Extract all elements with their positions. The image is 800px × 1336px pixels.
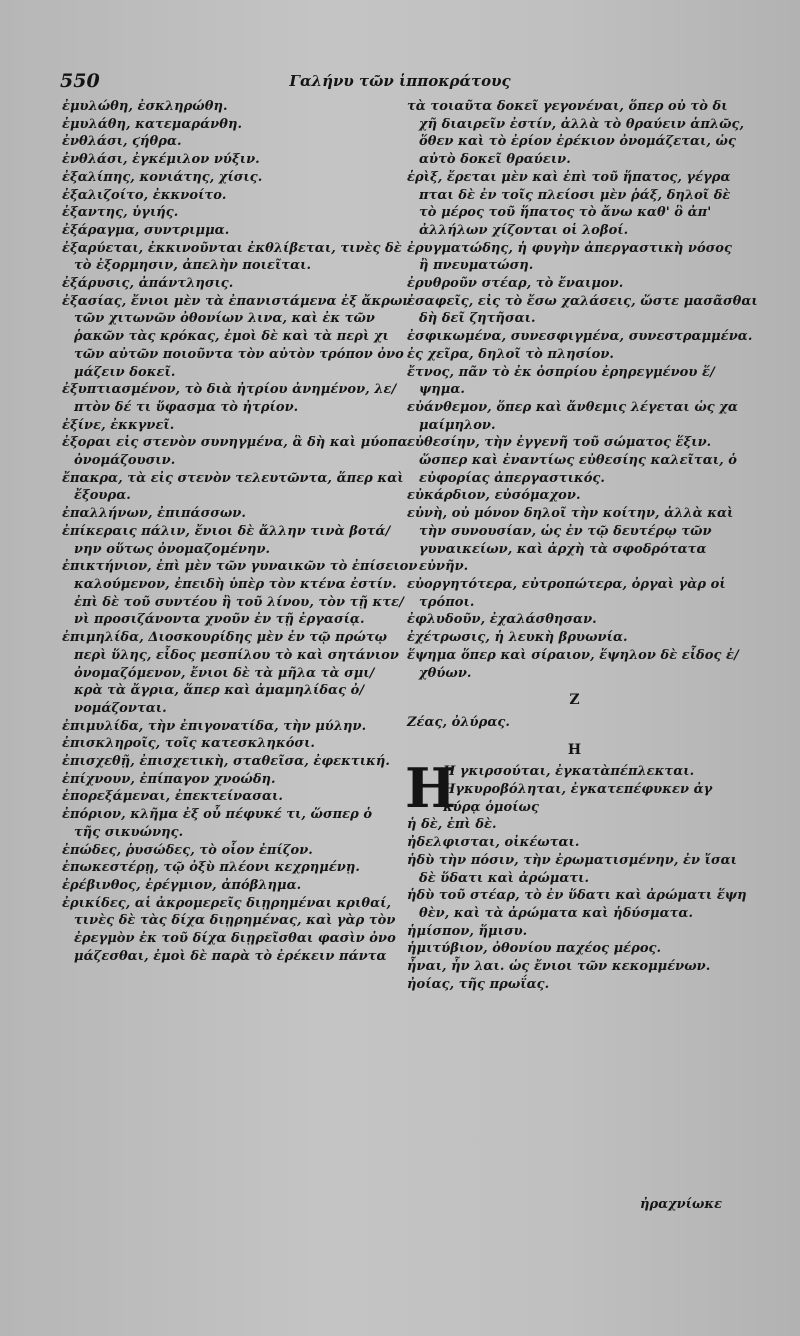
dictionary-entry <box>62 133 380 151</box>
entry-line: τὰ τοιαῦτα δοκεῖ γεγονέναι, ὅπερ οὐ τὸ δι <box>407 99 728 114</box>
entry-line: ἐξαλιζοίτο, ἐκκνοίτο. <box>62 187 227 203</box>
dictionary-entry <box>407 505 742 576</box>
entry-line: ἐξίνε, ἐκκγνεῖ. <box>62 417 175 433</box>
entry-line: ἐς χεῖρα, δηλοῖ τὸ πλησίον. <box>407 346 614 362</box>
entry-line: ἐπισχεθῇ, ἐπισχετικὴ, σταθεῖσα, ἐφεκτική. <box>62 754 390 770</box>
right-column <box>405 98 758 993</box>
entry-line: ἐρυγματώδης, ἡ φυγὴν ἀπεργαστικὴ νόσος <box>407 240 732 256</box>
entry-line: ἡδὺ τὴν πόσιν, τὴν ἐρωματισμένην, ἐν ἴσαι <box>407 852 737 868</box>
entry-line: ὥσπερ καὶ ἐναντίως εὐθεσίης καλεῖται, ὁ <box>419 453 737 469</box>
dictionary-entry <box>62 505 380 523</box>
entry-line: ἐξαλίπης, κονιάτης, χίσις. <box>62 169 263 185</box>
section-h-entries <box>407 816 747 993</box>
entry-line: μάζεσθαι, ἐμοὶ δὲ παρὰ τὸ ἐρέκειν πάντα <box>74 948 387 964</box>
entry-line: ἐξαντης, ὑγιής. <box>62 205 179 221</box>
dictionary-entry <box>62 204 380 222</box>
entry-line: χῆ διαιρεῖν ἐστίν, ἀλλὰ τὸ θραύειν ἁπλῶς, <box>419 116 745 132</box>
dictionary-entry <box>407 852 742 887</box>
dictionary-entry <box>407 328 753 346</box>
dictionary-entry <box>62 240 402 275</box>
entry-line: ἐξαρύεται, ἐκκινοῦνται ἐκθλίβεται, τινὲς δὲ <box>62 240 402 256</box>
entry-line: ἐνθλάσι, ϛήθρα. <box>62 134 182 150</box>
dictionary-entry <box>407 240 742 275</box>
entry-line: νὶ προσιζάνοντα χνοῦν ἐν τῇ ἐργασίᾳ. <box>74 612 365 628</box>
entry-line: ἔτνος, πᾶν τὸ ἐκ ὀσπρίου ἐρηρεγμένου ἕ/ <box>407 364 715 380</box>
entry-line: ἐρικίδες, αἱ ἀκρομερεῖς διῃρημέναι κριθαί, <box>62 895 392 911</box>
entry-line: ἦναι, ἧν λαι. ὡς ἔνιοι τῶν κεκομμένων. <box>407 959 711 975</box>
entry-line: ἐπωκεστέρῃ, τῷ ὀξὺ πλέονι κεχρημένῃ. <box>62 860 360 876</box>
dictionary-entry <box>407 611 742 629</box>
entry-line: ἐξοραι εἰς στενὸν συνηγμένα, ἃ δὴ καὶ μύοπα <box>62 435 408 451</box>
dictionary-entry <box>62 151 380 169</box>
dictionary-entry <box>407 976 742 994</box>
entry-line: ἐξάραγμα, συντριμμα. <box>62 222 230 238</box>
entry-line: ὀνομάζουσιν. <box>74 453 176 469</box>
entry-line: ἐξασίας, ἔνιοι μὲν τὰ ἐπανιστάμενα ἐξ ἄκρων <box>62 293 412 309</box>
entry-line: πται δὲ ἐν τοῖς πλείοσι μὲν ῥάξ, δηλοῖ δὲ <box>419 187 731 203</box>
dictionary-entry <box>62 718 380 736</box>
entry-line: μαίμηλον. <box>419 417 496 433</box>
entry-line: ἠοίας, τῆς πρωΐας. <box>407 976 550 992</box>
dictionary-entry <box>407 923 742 941</box>
entry-line: ῥακῶν τὰς κρόκας, ἐμοὶ δὲ καὶ τὰ περὶ χι <box>74 329 389 345</box>
entry-line: τῶν χιτωνῶν ὀθονίων λινα, καὶ ἐκ τῶν <box>74 311 375 327</box>
dictionary-entry <box>62 753 390 771</box>
entry-line: θὲν, καὶ τὰ ἀρώματα καὶ ἡδύσματα. <box>419 905 694 921</box>
entry-line: ἐξυπτιασμένον, τὸ διὰ ἠτρίου ἀνημένον, λε/ <box>62 382 397 398</box>
dictionary-entry <box>62 877 380 895</box>
entry-line: ἐπαλλήνων, ἐπιπάσσων. <box>62 506 246 522</box>
entry-line: εὐθεσίην, τὴν ἐγγενῆ τοῦ σώματος ἕξιν. <box>407 435 712 451</box>
dictionary-entry <box>62 293 412 382</box>
initial-entry-line: Ηγκυροβόληται, ἐγκατεπέφυκεν ἀγ <box>443 782 713 798</box>
catchword: ἠραχνίωκε <box>640 1197 722 1212</box>
dictionary-entry <box>407 169 742 240</box>
entry-line: ὅθεν καὶ τὸ ἐρίον ἐρέκιον ὀνομάζεται, ὡς <box>419 134 736 150</box>
dictionary-entry <box>62 187 380 205</box>
initial-entry-line: κύρᾳ ὁμοίως <box>443 799 539 815</box>
dictionary-entry <box>407 629 742 647</box>
dictionary-entry <box>62 895 396 966</box>
entry-line: εὐνῆν. <box>419 559 469 575</box>
dictionary-entry <box>407 346 742 364</box>
dictionary-entry <box>62 434 408 469</box>
dictionary-entry <box>407 98 745 169</box>
entry-line: χθύων. <box>419 665 472 681</box>
entry-line: εὐφορίας ἀπεργαστικός. <box>419 470 605 486</box>
dictionary-entry <box>407 275 742 293</box>
entry-line: ἐσαφεῖς, εἰς τὸ ἔσω χαλάσεις, ὥστε μασᾶσθαι <box>407 293 758 309</box>
page-number: 550 <box>60 70 100 92</box>
entry-line: δὴ δεῖ ζητῆσαι. <box>419 311 536 327</box>
dictionary-entry <box>62 417 380 435</box>
entry-line: ἐρυθροῦν στέαρ, τὸ ἔναιμον. <box>407 276 624 292</box>
dictionary-entry <box>62 842 380 860</box>
entry-line: ἐρεγμὸν ἐκ τοῦ δίχα διῃρεῖσθαι φασὶν ὀνο <box>74 931 396 947</box>
entry-line: ἠδελφισται, οἰκέωται. <box>407 835 580 851</box>
entry-line: ἐπιμυλίδα, τὴν ἐπιγονατίδα, τὴν μύλην. <box>62 718 367 734</box>
entry-line: πτὸν δέ τι ὕφασμα τὸ ἠτρίον. <box>74 399 299 415</box>
dictionary-entry <box>407 816 742 834</box>
dictionary-entry <box>62 98 380 116</box>
entry-line: ἐπίχνουν, ἐπίπαγον χνοώδη. <box>62 771 276 787</box>
right-column-entries <box>407 98 758 682</box>
entry-line: ἔξουρα. <box>74 488 131 504</box>
entry-line: τὸ μέρος τοῦ ἥπατος τὸ ἄνω καθ' ὃ ἀπ' <box>419 205 712 221</box>
dictionary-entry <box>62 806 380 841</box>
entry-line: ἕψημα ὅπερ καὶ σίραιον, ἕψηλον δὲ εἶδος ἐ/ <box>407 647 739 663</box>
dictionary-entry <box>62 470 404 505</box>
initial-entries <box>405 756 742 821</box>
entry-line: τινὲς δὲ τὰς δίχα διῃρημένας, καὶ γὰρ τὸν <box>74 913 396 929</box>
section-letter-h: Η <box>567 741 582 758</box>
entry-line: ἀλλήλων χίζονται οἱ λοβοί. <box>419 222 629 238</box>
entry-line: εὐοργητότερα, εὐτροπώτερα, ὀργαὶ γὰρ οἱ <box>407 576 726 592</box>
dictionary-entry <box>62 735 380 753</box>
dictionary-entry <box>407 647 742 682</box>
entry-line: τὸ ἐξορμησιν, ἀπελὴν ποιεῖται. <box>74 258 312 274</box>
entry-line: ἐρέβινθος, ἐρέγμιον, ἀπόβλημα. <box>62 877 302 893</box>
dictionary-entry <box>62 222 380 240</box>
running-head: Γαλήνυ τῶν ἱπποκράτους <box>289 72 511 90</box>
entry-line: ἡδὺ τοῦ στέαρ, τὸ ἐν ὕδατι καὶ ἀρώματι ἕψη <box>407 888 747 904</box>
entry-line: κρὰ τὰ ἄγρια, ἅπερ καὶ ἀμαμηλίδας ὀ/ <box>74 683 365 699</box>
dictionary-entry <box>407 364 742 399</box>
entry-line: ἐνθλάσι, ἐγκέμιλον νύξιν. <box>62 152 260 168</box>
entry-line: ἐπόριον, κλῆμα ἐξ οὗ πέφυκέ τι, ὥσπερ ὁ <box>62 807 373 823</box>
entry-line: ἐξάρυσις, ἀπάντλησις. <box>62 276 234 292</box>
dictionary-entry <box>407 576 742 611</box>
entry-line: δὲ ὕδατι καὶ ἀρώματι. <box>419 870 590 886</box>
initial-entry-line: Η γκιρσούται, ἐγκατὰπέπλεκται. <box>443 764 695 780</box>
entry-line: ψημα. <box>419 382 465 398</box>
section-z-entries <box>407 714 742 732</box>
entry-line: αὐτὸ δοκεῖ θραύειν. <box>419 152 571 168</box>
entry-line: ἔπακρα, τὰ εἰς στενὸν τελευτῶντα, ἅπερ καὶ <box>62 470 404 486</box>
entry-line: νην οὕτως ὀνομαζομένην. <box>74 541 271 557</box>
entry-line: ἐφλυδοῦν, ἐχαλάσθησαν. <box>407 612 597 628</box>
dictionary-entry <box>407 293 758 328</box>
dictionary-entry <box>62 523 391 558</box>
entry-line: εὐάνθεμον, ὅπερ καὶ ἄνθεμις λέγεται ὡς χα <box>407 399 738 415</box>
dictionary-entry <box>62 629 399 718</box>
dictionary-entry <box>407 958 742 976</box>
entry-line: ἑρὶξ, ἔρεται μὲν καὶ ἐπὶ τοῦ ἥπατος, γέγρα <box>407 169 731 185</box>
dictionary-entry <box>62 558 418 629</box>
dictionary-entry <box>62 169 380 187</box>
entry-line: περὶ ὕλης, εἶδος μεσπίλου τὸ καὶ σητάνιον <box>74 647 399 663</box>
entry-line: ἐπὶ δὲ τοῦ συντέου ἢ τοῦ λίνου, τὸν τῇ κτε/ <box>74 594 404 610</box>
entry-line: εὐνὴ, οὐ μόνον δηλοῖ τὴν κοίτην, ἀλλὰ καὶ <box>407 506 734 522</box>
drop-cap-initial: Η <box>405 756 457 821</box>
dictionary-entry <box>62 788 380 806</box>
entry-line: τῆς σικυώνης. <box>74 824 184 840</box>
entry-line: ἐπιμηλίδα, Διοσκουρίδης μὲν ἐν τῷ πρώτῳ <box>62 630 388 646</box>
entry-line: ἐσφικωμένα, συνεσφιγμένα, συνεστραμμένα. <box>407 329 753 345</box>
entry-line: εὐκάρδιον, εὐσόμαχον. <box>407 488 581 504</box>
dictionary-entry <box>407 487 742 505</box>
entry-line: ἢ πνευματώση. <box>419 258 534 274</box>
initial-block <box>405 756 742 821</box>
entry-line: ἐπικτήνιον, ἐπὶ μὲν τῶν γυναικῶν τὸ ἐπίσειον <box>62 559 418 575</box>
entry-line: ἐπώδες, ῥυσώδες, τὸ οἷον ἐπίζον. <box>62 842 313 858</box>
entry-line: ἐμυλώθη, ἐσκληρώθη. <box>62 99 228 114</box>
entry-line: ἐμυλάθη, κατεμαράνθη. <box>62 116 243 132</box>
dictionary-entry: Ζέας, ὀλύρας. <box>407 714 510 730</box>
entry-line: καλούμενον, ἐπειδὴ ὑπὲρ τὸν κτένα ἐστίν. <box>74 576 397 592</box>
entry-line: ὀνομαζόμενον, ἔνιοι δὲ τὰ μῆλα τὰ σμι/ <box>74 665 375 681</box>
dictionary-entry <box>407 887 747 922</box>
entry-line: νομάζονται. <box>74 700 167 716</box>
entry-line: μάζειν δοκεῖ. <box>74 364 176 380</box>
entry-line: ἐχέτρωσις, ἡ λευκὴ βρυωνία. <box>407 630 628 646</box>
dictionary-entry <box>407 940 742 958</box>
entry-line: τὴν συνουσίαν, ὡς ἐν τῷ δευτέρῳ τῶν <box>419 523 712 539</box>
entry-line: γυναικείων, καὶ ἀρχὴ τὰ σφοδρότατα <box>419 541 707 557</box>
dictionary-entry <box>407 434 742 487</box>
dictionary-entry <box>62 116 380 134</box>
left-column <box>62 98 418 965</box>
entry-line: ἡμιτύβιον, ὀθονίου παχέος μέρος. <box>407 941 662 957</box>
entry-line: ἐπίκεραις πάλιν, ἔνιοι δὲ ἄλλην τινὰ βοτά/ <box>62 523 391 539</box>
entry-line: ἡ δὲ, ἐπὶ δὲ. <box>407 817 497 833</box>
entry-line: ἡμίσπον, ἥμισυ. <box>407 923 528 939</box>
dictionary-entry <box>62 275 380 293</box>
entry-line: ἐπορεξάμεναι, ἐπεκτείνασαι. <box>62 789 283 805</box>
dictionary-entry <box>62 859 380 877</box>
dictionary-entry <box>407 399 742 434</box>
entry-line: ἐπισκληροῖς, τοῖς κατεσκληκόσι. <box>62 736 315 752</box>
entry-line: τῶν αὐτῶν ποιοῦντα τὸν αὐτὸν τρόπον ὀνο <box>74 346 404 362</box>
section-letter-z: Ζ <box>569 692 580 709</box>
entry-line: τρόποι. <box>419 594 475 610</box>
dictionary-entry <box>407 834 742 852</box>
dictionary-entry <box>62 771 380 789</box>
dictionary-entry <box>62 381 397 416</box>
page-header <box>60 70 740 94</box>
